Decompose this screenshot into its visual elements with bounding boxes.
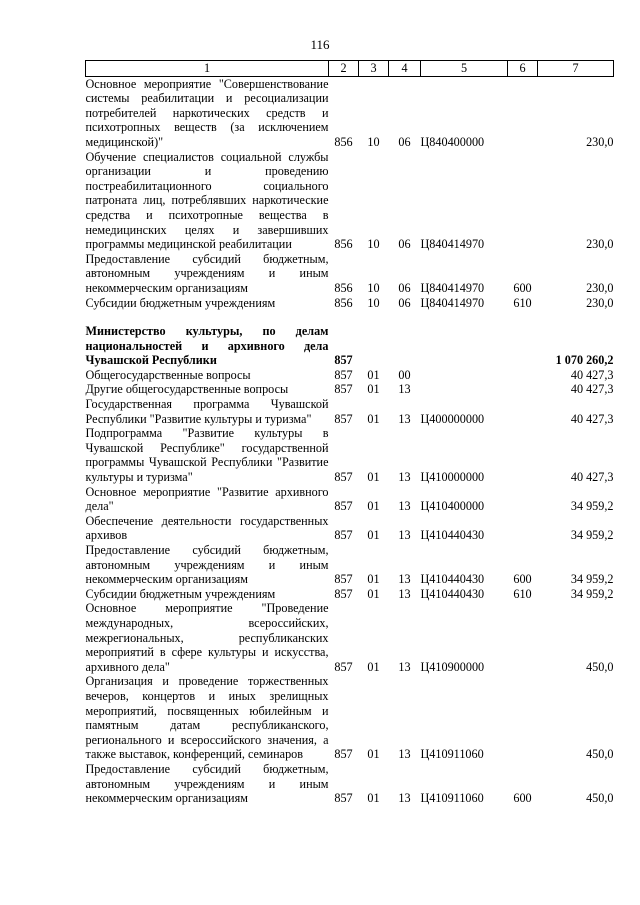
- row-name: Предоставление субсидий бюджетным, автономным учреждениям и иным некоммерческим организациям: [85, 761, 329, 806]
- table-row: [86, 587, 614, 602]
- subsection-code: 13: [398, 791, 411, 806]
- amount: 34 959,2: [570, 528, 614, 543]
- expense-type-code: [508, 368, 538, 383]
- row-name: Субсидии бюджетным учреждениям: [85, 295, 276, 310]
- ministry-code: 857: [334, 747, 353, 762]
- amount: 450,0: [586, 659, 614, 674]
- ministry-code: 856: [334, 280, 353, 295]
- ministry-code: 857: [334, 586, 353, 601]
- subsection-code: 06: [398, 280, 411, 295]
- amount: 40 427,3: [570, 470, 614, 485]
- subsection-code: 13: [398, 659, 411, 674]
- row-name: Организация и проведение торжественных вечеров, концертов и иных зрелищных мероприятий, посвященных юбилейным и памятным датам республиканского, регионального и всероссийского значения, а также выставок, конференций, семинаров: [85, 674, 329, 762]
- expense-type-code: [508, 150, 538, 252]
- table-row: [86, 76, 614, 149]
- section-code: 10: [367, 280, 380, 295]
- expense-type-code: [508, 426, 538, 484]
- expense-type-code: 600: [513, 572, 532, 587]
- row-name: Обеспечение деятельности государственных архивов: [85, 513, 329, 543]
- ministry-code: 857: [334, 499, 353, 514]
- section-code: 01: [367, 586, 380, 601]
- subsection-code: 06: [398, 134, 411, 149]
- table-row: [86, 762, 614, 806]
- column-header: 5: [421, 61, 508, 77]
- table-row: [86, 296, 614, 311]
- amount: 40 427,3: [570, 367, 614, 382]
- expense-type-code: [508, 382, 538, 397]
- ministry-code: 857: [334, 382, 353, 397]
- expense-type-code: [508, 601, 538, 674]
- section-code: 01: [367, 747, 380, 762]
- ministry-code: 857: [334, 470, 353, 485]
- column-header: 7: [538, 61, 614, 77]
- table-row: [86, 514, 614, 543]
- subsection-code: 06: [398, 295, 411, 310]
- target-article-code: Ц410440430: [420, 586, 485, 601]
- amount: 450,0: [586, 791, 614, 806]
- subsection-code: 13: [398, 528, 411, 543]
- table-row: [86, 368, 614, 383]
- table-row: [86, 426, 614, 484]
- target-article-code: Ц400000000: [420, 411, 485, 426]
- ministry-code: 857: [334, 367, 353, 382]
- ministry-code: 857: [334, 659, 353, 674]
- row-name: Основное мероприятие "Развитие архивного дела": [85, 484, 329, 514]
- table-row: [86, 485, 614, 514]
- subsection-code: 13: [398, 586, 411, 601]
- amount: 1 070 260,2: [555, 353, 614, 368]
- expense-type-code: [508, 514, 538, 543]
- target-article-code: Ц840414970: [420, 295, 485, 310]
- expense-type-code: [508, 674, 538, 762]
- target-article-code: [421, 368, 508, 383]
- subsection-code: 13: [398, 499, 411, 514]
- target-article-code: [421, 382, 508, 397]
- table-row: [86, 252, 614, 296]
- table-row: [86, 543, 614, 587]
- expense-type-code: [508, 397, 538, 426]
- section-code: 01: [367, 367, 380, 382]
- target-article-code: Ц840414970: [420, 280, 485, 295]
- row-name: Предоставление субсидий бюджетным, автономным учреждениям и иным некоммерческим организациям: [85, 251, 329, 295]
- section-code: [359, 324, 389, 368]
- table-header-row: [86, 61, 614, 77]
- expense-type-code: [508, 324, 538, 368]
- amount: 40 427,3: [570, 382, 614, 397]
- column-header: 4: [389, 61, 421, 77]
- section-code: 01: [367, 528, 380, 543]
- table-row: [86, 382, 614, 397]
- row-name: Другие общегосударственные вопросы: [85, 382, 289, 397]
- column-header: 3: [359, 61, 389, 77]
- budget-table: [85, 60, 614, 806]
- column-header: 6: [508, 61, 538, 77]
- target-article-code: Ц840414970: [420, 237, 485, 252]
- expense-type-code: 600: [513, 280, 532, 295]
- row-name: Субсидии бюджетным учреждениям: [85, 586, 276, 601]
- section-code: 01: [367, 572, 380, 587]
- amount: 450,0: [586, 747, 614, 762]
- table-row: [86, 150, 614, 252]
- target-article-code: Ц410911060: [420, 747, 484, 762]
- expense-type-code: [508, 485, 538, 514]
- amount: 230,0: [586, 280, 614, 295]
- subsection-code: 00: [398, 367, 411, 382]
- amount: 40 427,3: [570, 411, 614, 426]
- row-name: Подпрограмма "Развитие культуры в Чувашской Республике" государственной программы Чувашской Республики "Развитие культуры и туризма": [85, 426, 329, 485]
- column-header: 1: [86, 61, 329, 77]
- target-article-code: Ц410440430: [420, 572, 485, 587]
- target-article-code: Ц410900000: [420, 659, 485, 674]
- subsection-code: 13: [398, 411, 411, 426]
- expense-type-code: 600: [513, 791, 532, 806]
- section-code: 01: [367, 791, 380, 806]
- subsection-code: 13: [398, 572, 411, 587]
- table-row: [86, 674, 614, 762]
- section-code: 01: [367, 659, 380, 674]
- expense-type-code: [508, 76, 538, 149]
- ministry-code: 857: [334, 353, 353, 368]
- subsection-code: 13: [398, 470, 411, 485]
- spacer-row: [86, 310, 614, 324]
- target-article-code: Ц840400000: [420, 134, 485, 149]
- spacer-cell: [86, 310, 614, 324]
- row-name: Предоставление субсидий бюджетным, автономным учреждениям и иным некоммерческим организациям: [85, 543, 329, 587]
- ministry-code: 857: [334, 528, 353, 543]
- section-code: 01: [367, 470, 380, 485]
- expense-type-code: 610: [513, 295, 532, 310]
- amount: 34 959,2: [570, 586, 614, 601]
- row-name: Основное мероприятие "Проведение международных, всероссийских, межрегиональных, республиканских мероприятий в сфере культуры и искусства, архивного дела": [85, 601, 329, 674]
- row-name: Общегосударственные вопросы: [85, 367, 251, 382]
- ministry-code: 857: [334, 572, 353, 587]
- section-code: 01: [367, 411, 380, 426]
- subsection-code: [389, 324, 421, 368]
- section-code: 10: [367, 134, 380, 149]
- table-row: [86, 601, 614, 674]
- target-article-code: Ц410400000: [420, 499, 485, 514]
- subsection-code: 06: [398, 237, 411, 252]
- section-code: 10: [367, 295, 380, 310]
- amount: 230,0: [586, 295, 614, 310]
- target-article-code: Ц410440430: [420, 528, 485, 543]
- amount: 34 959,2: [570, 572, 614, 587]
- row-name: Государственная программа Чувашской Республики "Развитие культуры и туризма": [85, 397, 329, 426]
- ministry-code: 856: [334, 237, 353, 252]
- column-header: 2: [329, 61, 359, 77]
- section-code: 01: [367, 499, 380, 514]
- row-name: Министерство культуры, по делам национальностей и архивного дела Чувашской Республики: [85, 324, 329, 368]
- ministry-code: 856: [334, 134, 353, 149]
- ministry-code: 857: [334, 791, 353, 806]
- row-name: Обучение специалистов социальной службы организации и проведению постреабилитационного социального патроната лиц, потреблявших наркотические средства и психотропные вещества в немедицинских целях и завершивших программы медицинской реабилитации: [85, 149, 329, 252]
- page-number: 116: [310, 37, 330, 52]
- ministry-row: [86, 324, 614, 368]
- subsection-code: 13: [398, 747, 411, 762]
- section-code: 01: [367, 382, 380, 397]
- amount: 230,0: [586, 237, 614, 252]
- section-code: 10: [367, 237, 380, 252]
- table-row: [86, 397, 614, 426]
- expense-type-code: 610: [513, 586, 532, 601]
- ministry-code: 857: [334, 411, 353, 426]
- subsection-code: 13: [398, 382, 411, 397]
- target-article-code: Ц410911060: [420, 791, 484, 806]
- target-article-code: Ц410000000: [420, 470, 485, 485]
- amount: 34 959,2: [570, 499, 614, 514]
- target-article-code: [421, 324, 508, 368]
- ministry-code: 856: [334, 295, 353, 310]
- amount: 230,0: [586, 134, 614, 149]
- row-name: Основное мероприятие "Совершенствование системы реабилитации и ресоциализации потребителей наркотических средств и психотропных веществ (за исключением медицинской)": [85, 76, 329, 149]
